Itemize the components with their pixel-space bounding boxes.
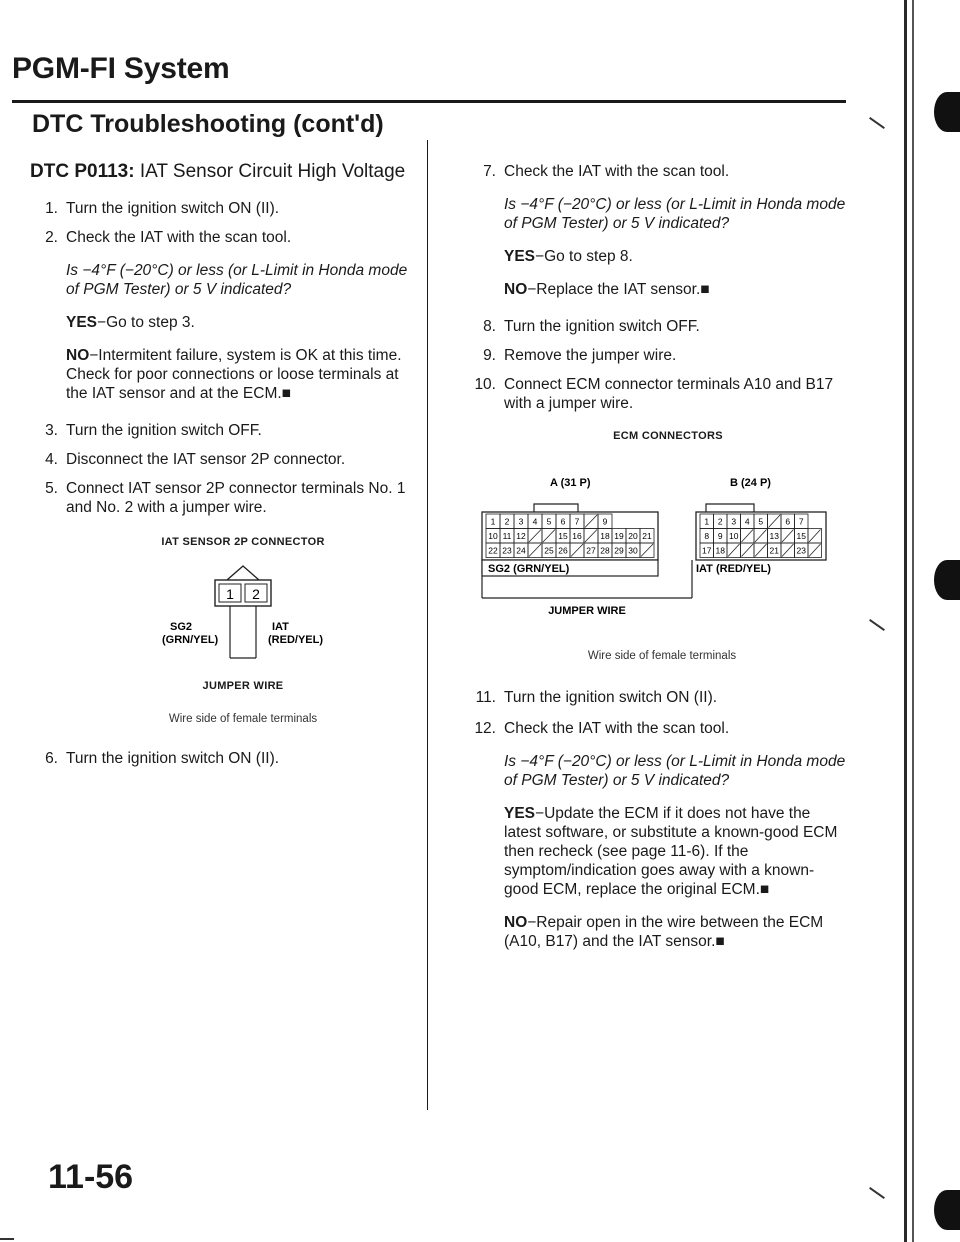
terminal-number: 26 [558, 545, 568, 556]
connector-key-shape [227, 566, 259, 580]
step-number: 3. [45, 422, 58, 439]
step-text: Disconnect the IAT sensor 2P connector. [66, 451, 346, 468]
terminal-number: 8 [704, 531, 710, 541]
dtc-code: DTC P0113: [30, 161, 135, 182]
no-text: −Replace the IAT sensor.■ [527, 281, 710, 298]
yes-text: −Go to step 8. [535, 248, 633, 265]
terminal-number: 1 [490, 516, 496, 527]
step-number: 4. [45, 451, 58, 468]
iat-diagram-title: IAT SENSOR 2P CONNECTOR [161, 536, 325, 548]
step-number: 8. [483, 318, 496, 335]
connector-b-label: B (24 P) [730, 477, 771, 489]
right-column [468, 162, 848, 965]
yes-label: YES [504, 805, 536, 822]
step-2 [30, 228, 420, 247]
unused-terminal-slash [755, 544, 767, 557]
step-3 [30, 421, 420, 440]
ecm-connectors-svg [468, 472, 848, 632]
terminal-number: 9 [602, 516, 608, 527]
step-text: Check the IAT with the scan tool. [504, 720, 730, 737]
section-tab-marker [934, 92, 960, 132]
terminal-number: 6 [785, 516, 791, 527]
step-number: 1. [45, 200, 58, 217]
no-label: NO [504, 914, 528, 931]
terminal-number: 5 [758, 516, 764, 527]
terminal-number: 29 [614, 545, 624, 556]
unused-terminal-slash [742, 544, 754, 557]
step-number: 9. [483, 347, 496, 364]
corner-mark [869, 619, 885, 631]
step-number: 10. [474, 376, 496, 393]
iat-connector-diagram [30, 533, 420, 729]
terminal-number: 24 [516, 545, 526, 556]
step-11 [468, 688, 848, 707]
step-5 [30, 479, 420, 517]
unused-terminal-slash [755, 530, 767, 543]
pin-2-label: 2 [252, 586, 260, 602]
terminal-number: 10 [729, 531, 739, 541]
terminal-number: 23 [796, 545, 806, 556]
yes-label: YES [66, 314, 98, 331]
section-tab-marker [934, 1190, 960, 1230]
yes-label: YES [504, 248, 536, 265]
terminal-number: 21 [642, 531, 652, 541]
answer-no-step-12 [468, 913, 848, 951]
column-divider [427, 140, 428, 1110]
page-title: PGM-FI System [12, 52, 230, 85]
left-column [30, 162, 420, 778]
terminal-number: 21 [769, 545, 779, 556]
terminal-number: 9 [717, 531, 723, 541]
terminal-number: 3 [518, 516, 524, 527]
unused-terminal-slash [585, 515, 597, 528]
step-text: Turn the ignition switch ON (II). [66, 200, 280, 217]
sg2-label: SG2 [170, 621, 193, 633]
ecm-diagram-title: ECM CONNECTORS [613, 430, 723, 442]
iat-wire-label: IAT (RED/YEL) [696, 563, 771, 575]
page-number: 11-56 [48, 1158, 134, 1196]
terminal-number: 6 [560, 516, 566, 527]
terminal-number: 19 [614, 531, 624, 541]
step-1 [30, 199, 420, 218]
dtc-description: IAT Sensor Circuit High Voltage [139, 161, 406, 182]
binder-edge [904, 0, 907, 1242]
terminal-number: 30 [628, 545, 638, 556]
no-text: −Repair open in the wire between the ECM (A10, B17) and the IAT sensor.■ [504, 914, 824, 950]
wire-side-caption: Wire side of female terminals [168, 713, 318, 725]
terminal-number: 2 [504, 516, 510, 527]
dtc-heading [30, 162, 420, 181]
step-text: Connect IAT sensor 2P connector terminals No. 1 and No. 2 with a jumper wire. [66, 480, 406, 516]
step-12 [468, 719, 848, 738]
connector-b-key [706, 504, 754, 512]
question-step-12: Is −4°F (−20°C) or less (or L-Limit in Honda mode of PGM Tester) or 5 V indicated? [504, 753, 846, 789]
step-number: 5. [45, 480, 58, 497]
step-number: 11. [475, 689, 496, 706]
corner-mark [869, 117, 885, 129]
terminal-number: 5 [546, 516, 552, 527]
question-step-7: Is −4°F (−20°C) or less (or L-Limit in Honda mode of PGM Tester) or 5 V indicated? [504, 196, 846, 232]
step-number: 6. [45, 750, 58, 767]
connector-a-grid [486, 514, 654, 558]
unused-terminal-slash [782, 544, 794, 557]
ecm-connectors-diagram [468, 427, 848, 666]
terminal-number: 10 [488, 531, 498, 541]
terminal-number: 4 [744, 516, 750, 527]
step-number: 2. [45, 229, 58, 246]
step-text: Turn the ignition switch OFF. [504, 318, 700, 335]
step-text: Check the IAT with the scan tool. [504, 163, 730, 180]
iat-color: (RED/YEL) [268, 634, 323, 646]
connector-a-key [534, 504, 578, 512]
answer-no-step-2 [30, 346, 420, 403]
terminal-number: 22 [488, 545, 498, 556]
step-10 [468, 375, 848, 413]
corner-mark [869, 1187, 885, 1199]
step-text: Turn the ignition switch ON (II). [66, 750, 280, 767]
unused-terminal-slash [809, 544, 821, 557]
unused-terminal-slash [641, 544, 653, 557]
unused-terminal-slash [782, 530, 794, 543]
unused-terminal-slash [585, 530, 597, 543]
terminal-number: 2 [717, 516, 723, 527]
section-subtitle: DTC Troubleshooting (cont'd) [32, 110, 384, 138]
step-text: Check the IAT with the scan tool. [66, 229, 292, 246]
step-4 [30, 450, 420, 469]
pin-1-label: 1 [226, 586, 234, 602]
terminal-number: 23 [502, 545, 512, 556]
yes-text: −Update the ECM if it does not have the latest software, or substitute a known-good ECM then recheck (see page 11-6). If the symptom/indication goes away with a known-good ECM, replace the original ECM.■ [504, 805, 838, 898]
sg2-color: (GRN/YEL) [162, 634, 219, 646]
terminal-number: 3 [731, 516, 737, 527]
terminal-number: 12 [516, 531, 526, 541]
terminal-number: 18 [715, 545, 725, 556]
terminal-number: 15 [558, 531, 568, 541]
jumper-wire-label: JUMPER WIRE [548, 605, 626, 617]
terminal-number: 7 [798, 516, 804, 527]
unused-terminal-slash [543, 530, 555, 543]
section-tab-marker [934, 560, 960, 600]
terminal-number: 11 [502, 531, 512, 541]
step-number: 12. [474, 720, 496, 737]
terminal-number: 17 [702, 545, 712, 556]
connector-b-grid [700, 514, 822, 558]
binder-edge-inner [912, 0, 914, 1242]
terminal-number: 16 [572, 531, 582, 541]
no-text: −Intermitent failure, system is OK at this time. Check for poor connections or loose terminals at the IAT sensor and at the ECM.■ [66, 347, 402, 402]
question-step-2: Is −4°F (−20°C) or less (or L-Limit in Honda mode of PGM Tester) or 5 V indicated? [66, 262, 408, 298]
unused-terminal-slash [728, 544, 740, 557]
corner-tick [0, 1238, 14, 1240]
unused-terminal-slash [742, 530, 754, 543]
connector-a-label: A (31 P) [550, 477, 591, 489]
step-number: 7. [483, 163, 496, 180]
terminal-number: 28 [600, 545, 610, 556]
unused-terminal-slash [529, 544, 541, 557]
title-rule [12, 100, 846, 103]
step-9 [468, 346, 848, 365]
answer-yes-step-7 [468, 247, 848, 266]
unused-terminal-slash [809, 530, 821, 543]
terminal-number: 1 [704, 516, 710, 527]
unused-terminal-slash [769, 515, 781, 528]
unused-terminal-slash [571, 544, 583, 557]
step-6 [30, 749, 420, 768]
unused-terminal-slash [529, 530, 541, 543]
wire-side-caption-ecm: Wire side of female terminals [587, 650, 737, 662]
terminal-number: 18 [600, 531, 610, 541]
terminal-number: 20 [628, 531, 638, 541]
no-label: NO [66, 347, 90, 364]
iat-connector-svg [66, 558, 420, 668]
yes-text: −Go to step 3. [97, 314, 195, 331]
step-text: Turn the ignition switch OFF. [66, 422, 262, 439]
terminal-number: 27 [586, 545, 596, 556]
step-text: Connect ECM connector terminals A10 and B17 with a jumper wire. [504, 376, 834, 412]
step-text: Remove the jumper wire. [504, 347, 677, 364]
sg2-wire-label: SG2 (GRN/YEL) [488, 563, 570, 575]
answer-yes-step-12 [468, 804, 848, 899]
no-label: NO [504, 281, 528, 298]
step-text: Turn the ignition switch ON (II). [504, 689, 718, 706]
terminal-number: 4 [532, 516, 538, 527]
jumper-wire-label: JUMPER WIRE [202, 680, 284, 692]
step-8 [468, 317, 848, 336]
terminal-number: 7 [574, 516, 580, 527]
answer-yes-step-2 [30, 313, 420, 332]
iat-label: IAT [272, 621, 289, 633]
terminal-number: 15 [796, 531, 806, 541]
terminal-number: 13 [769, 531, 779, 541]
terminal-number: 25 [544, 545, 554, 556]
answer-no-step-7 [468, 280, 848, 299]
step-7 [468, 162, 848, 181]
